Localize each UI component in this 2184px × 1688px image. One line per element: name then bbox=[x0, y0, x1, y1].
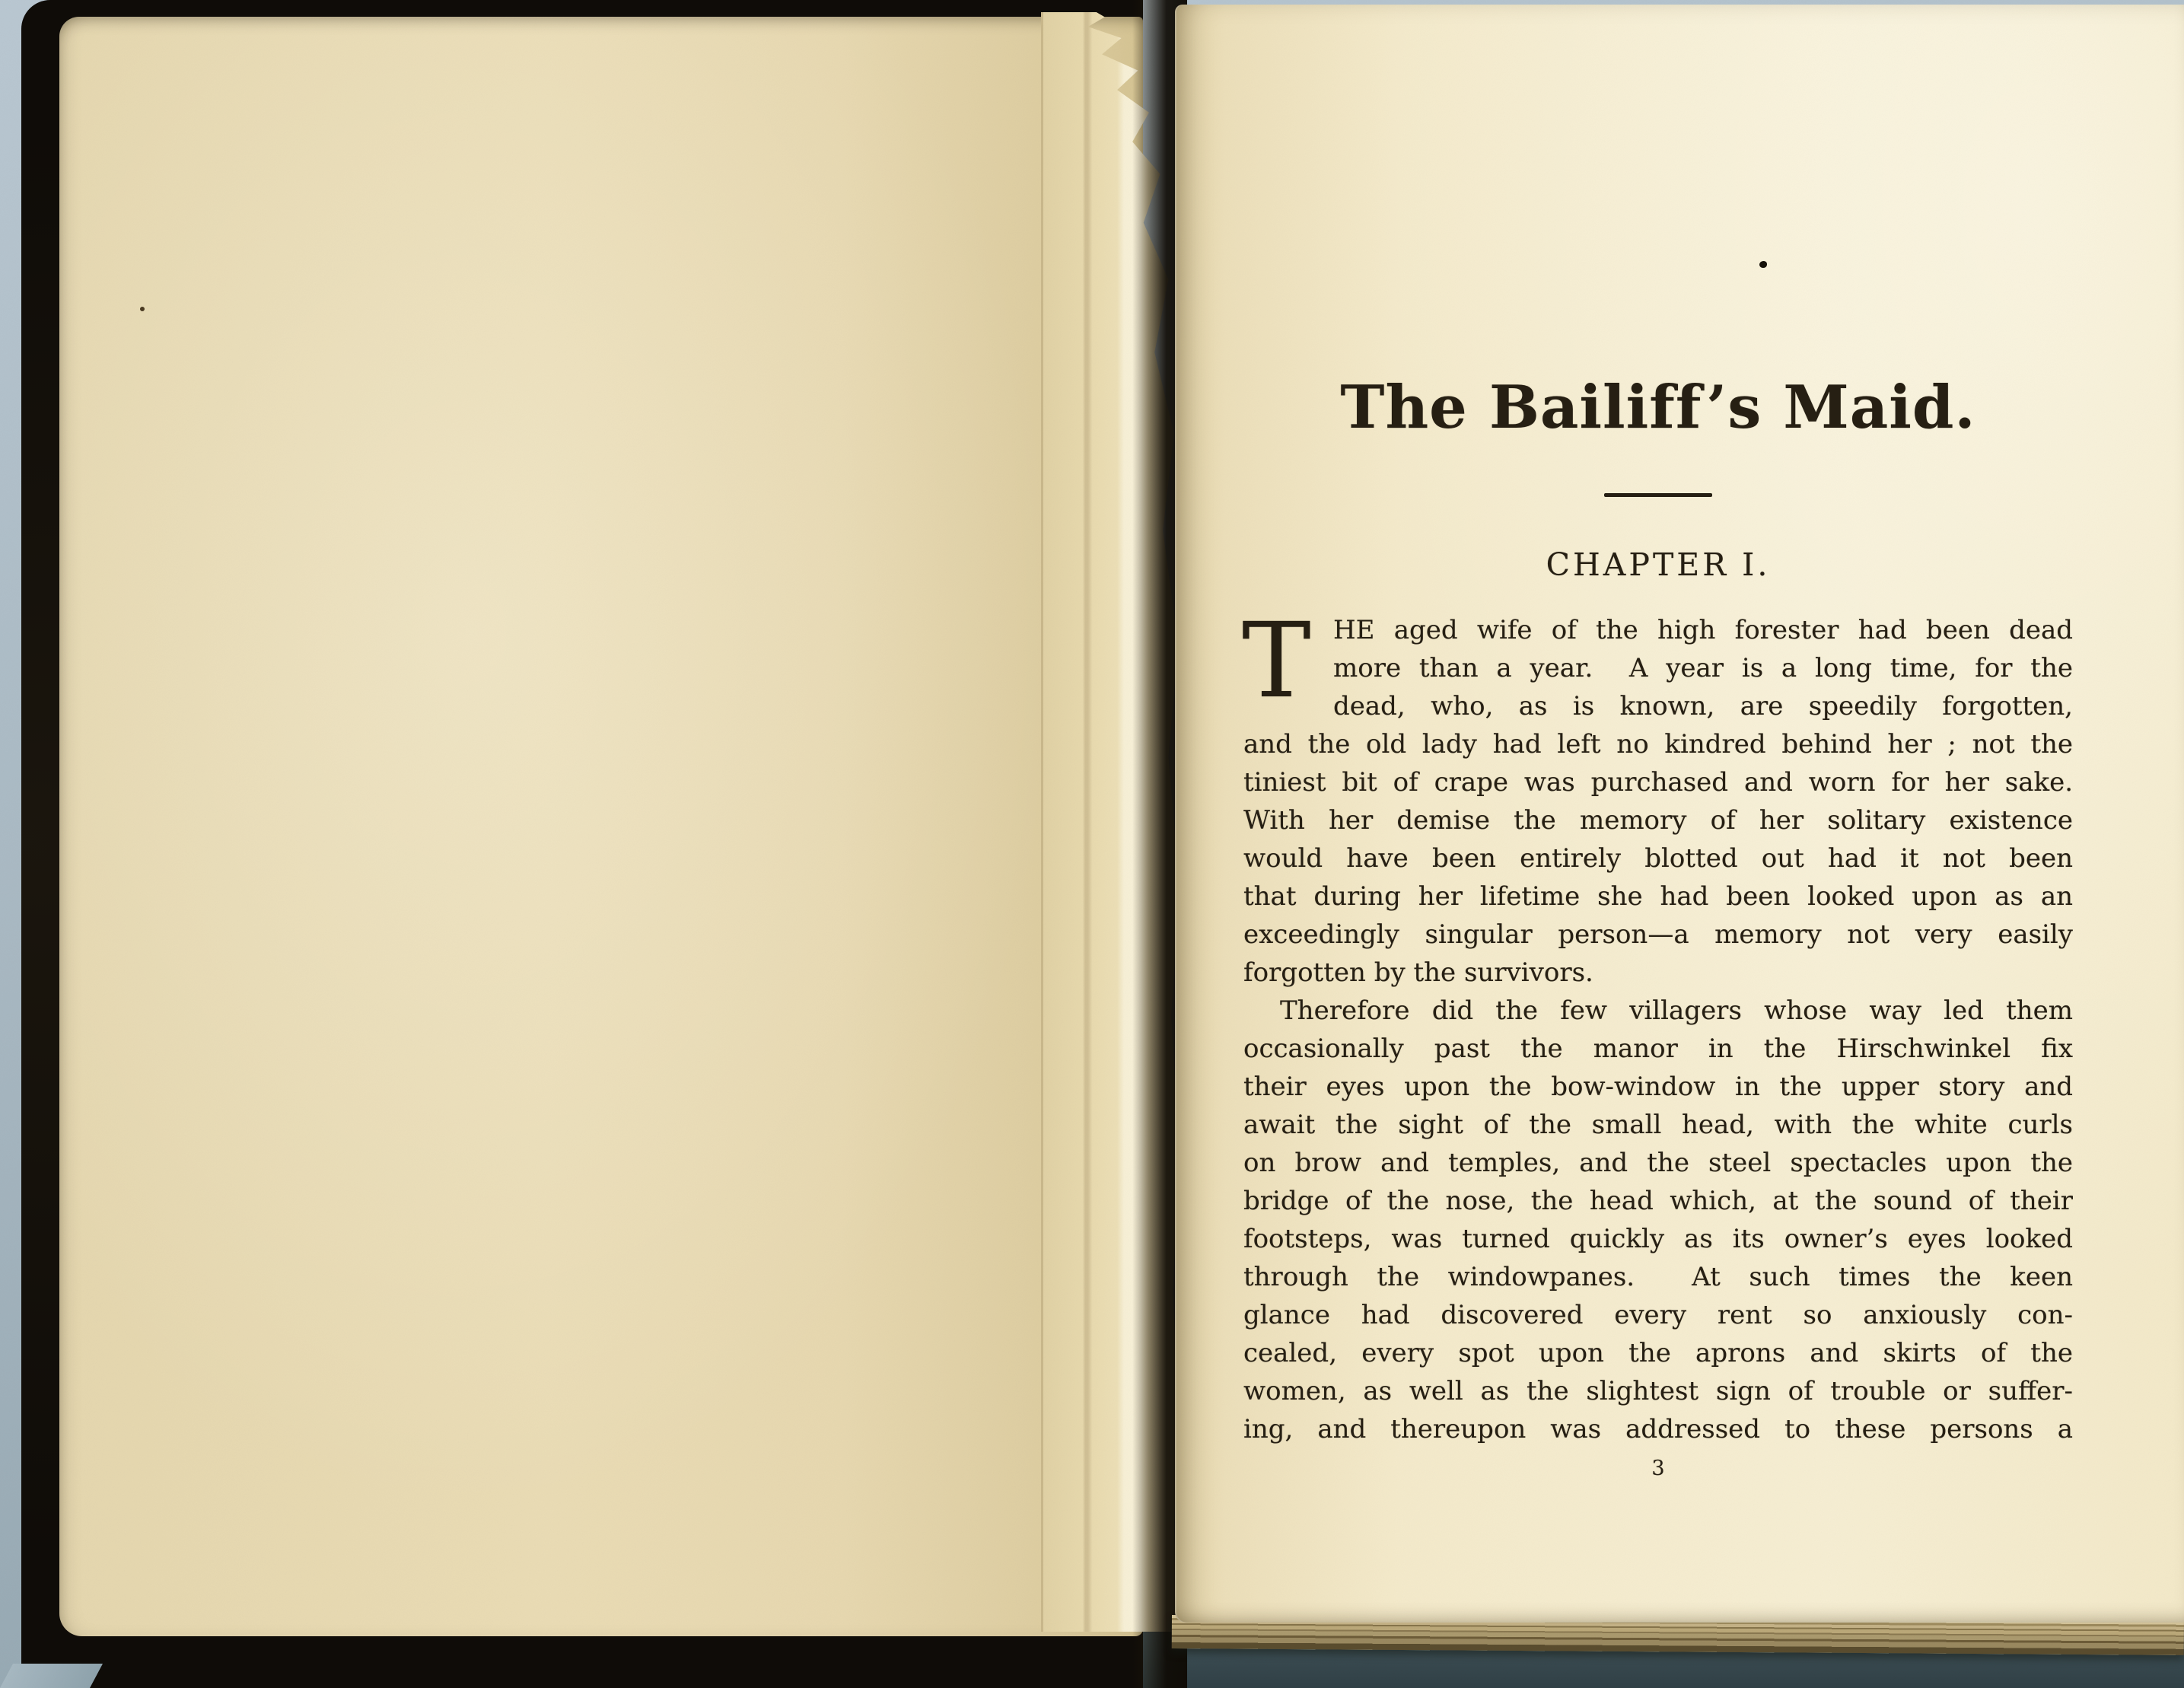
drop-cap-letter: T bbox=[1242, 601, 1311, 721]
text-line: would have been entirely blotted out had it not been bbox=[1243, 843, 2073, 874]
left-blank-page bbox=[59, 17, 1143, 1636]
paragraph-2 bbox=[1243, 992, 2073, 1448]
text-line: that during her lifetime she had been looked upon as an bbox=[1243, 881, 2073, 912]
page-text-block bbox=[1243, 373, 2073, 1480]
text-line: cealed, every spot upon the aprons and skirts of the bbox=[1243, 1338, 2073, 1368]
text-line: ing, and thereupon was addressed to these persons a bbox=[1243, 1414, 2073, 1444]
text-line: glance had discovered every rent so anxiously con- bbox=[1243, 1300, 2073, 1330]
text-line: forgotten by the survivors. bbox=[1243, 957, 1593, 988]
text-line: Therefore did the few villagers whose way led them bbox=[1280, 995, 2073, 1026]
text-line: HE aged wife of the high forester had been dead bbox=[1333, 615, 2073, 645]
text-line: on brow and temples, and the steel spectacles upon the bbox=[1243, 1148, 2073, 1178]
right-text-page bbox=[1175, 5, 2184, 1623]
text-line: footsteps, was turned quickly as its owner’s eyes looked bbox=[1243, 1224, 2073, 1254]
text-line: occasionally past the manor in the Hirschwinkel fix bbox=[1243, 1034, 2073, 1064]
text-line: bridge of the nose, the head which, at the sound of their bbox=[1243, 1186, 2073, 1216]
text-line: await the sight of the small head, with the white curls bbox=[1243, 1110, 2073, 1140]
text-line: more than a year. A year is a long time, for the bbox=[1333, 653, 2073, 683]
paragraph-1 bbox=[1242, 601, 2073, 992]
page-number: 3 bbox=[1651, 1457, 1665, 1480]
chapter-heading: CHAPTER I. bbox=[1546, 546, 1771, 583]
ink-speck bbox=[1759, 261, 1767, 268]
text-line: women, as well as the slightest sign of trouble or suffer- bbox=[1243, 1376, 2073, 1406]
book-title: The Bailiff’s Maid. bbox=[1340, 373, 1976, 442]
text-line: With her demise the memory of her solitary existence bbox=[1243, 805, 2073, 836]
text-line: tiniest bit of crape was purchased and worn for her sake. bbox=[1243, 767, 2073, 798]
paper-speck bbox=[140, 307, 145, 311]
text-line: through the windowpanes. At such times the keen bbox=[1243, 1262, 2073, 1292]
text-line: exceedingly singular person—a memory not very easily bbox=[1243, 919, 2073, 950]
text-line: their eyes upon the bow-window in the upper story and bbox=[1243, 1072, 2073, 1102]
background-corner-sliver bbox=[0, 1664, 103, 1688]
text-line: and the old lady had left no kindred behind her ; not the bbox=[1243, 729, 2073, 760]
text-line: dead, who, as is known, are speedily forgotten, bbox=[1333, 691, 2073, 721]
title-divider-rule bbox=[1604, 493, 1712, 497]
